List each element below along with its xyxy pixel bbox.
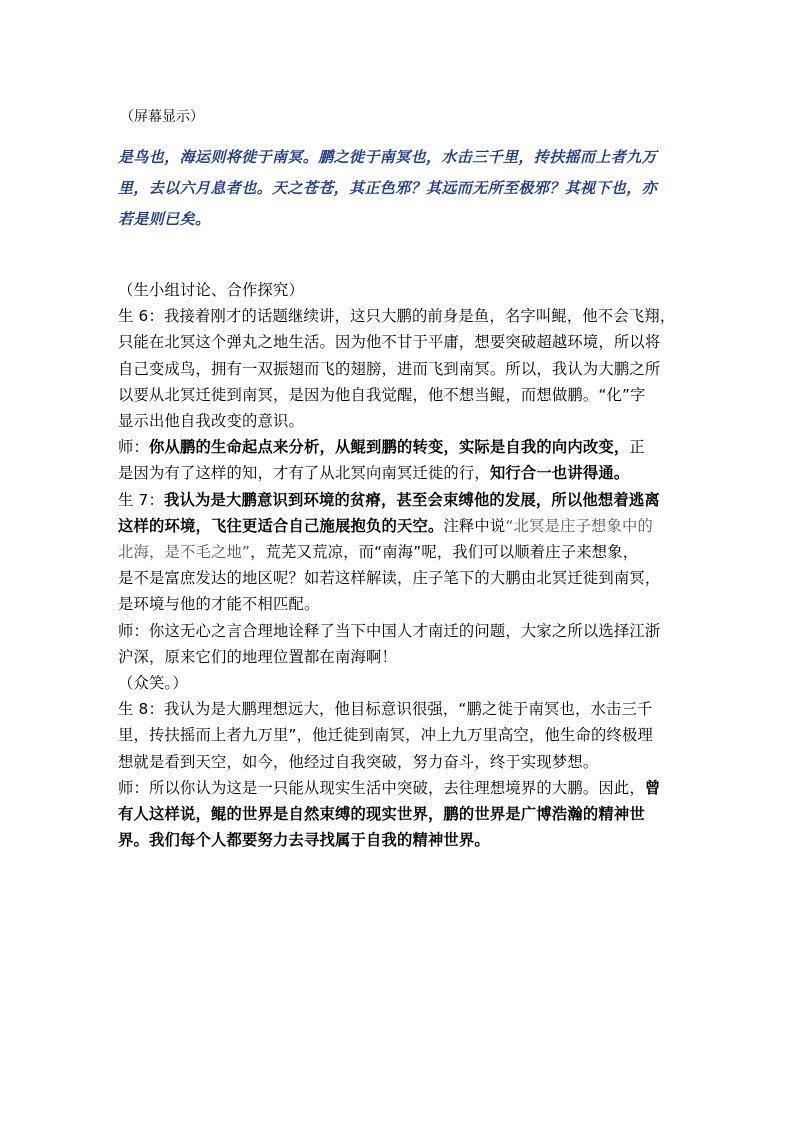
student-6-line: 显示出他自我改变的意识。: [118, 412, 304, 431]
bold-text: 曾: [644, 778, 661, 797]
quote-line: 若是则已矣。: [118, 210, 211, 228]
teacher-line: 师：你这无心之言合理地诠释了当下中国人才南迁的问题，大家之所以选择江浙: [118, 621, 661, 640]
student-7-line: [118, 513, 678, 539]
teacher-line: [118, 460, 678, 486]
bold-text: 知行合一也讲得通。: [489, 464, 630, 483]
classroom-dialog: [118, 277, 678, 853]
speaker-label: 师：: [118, 438, 149, 457]
student-8-line: 生 8：我认为是大鹏理想远大，他目标意识很强，“鹏之徙于南冥也，水击三千: [118, 700, 653, 719]
student-6-line: 只能在北冥这个弹丸之地生活。因为他不甘于平庸，想要突破超越环境，所以将: [118, 333, 661, 352]
student-8-line: 里，抟扶摇而上者九万里”，他迁徙到南冥，冲上九万里高空，他生命的终极理: [118, 726, 654, 745]
bold-text: 你从鹏的生命起点来分析，从鲲到鹏的转变，实际是自我的向内改变，: [149, 438, 630, 457]
stage-direction: （众笑。）: [118, 674, 188, 693]
student-6-line: 以要从北冥迁徙到南冥，是因为他自我觉醒，他不想当鲲，而想做鹏。“化”字: [118, 385, 646, 404]
quote-line: 是鸟也，海运则将徙于南冥。鹏之徙于南冥也，水击三千里，抟扶摇而上者九万: [118, 148, 658, 166]
text: 是因为有了这样的知，才有了从北冥向南冥迁徙的行，: [118, 464, 490, 483]
student-6-line: 生 6：我接着刚才的话题继续讲，这只大鹏的前身是鱼，名字叫鲲，他不会飞翔，: [118, 307, 676, 326]
spacer: [118, 235, 678, 277]
annotation-quote: 北海，是不毛之地”: [118, 543, 251, 562]
teacher-line: [118, 434, 678, 460]
stage-direction: （生小组讨论、合作探究）: [118, 281, 304, 299]
document-page: [118, 100, 678, 853]
zhuangzi-quote: [118, 142, 678, 235]
teacher-line: 沪深，原来它们的地理位置都在南海啊！: [118, 647, 397, 666]
student-7-line: 是不是富庶发达的地区呢？如若这样解读，庄子笔下的大鹏由北冥迁徙到南冥，: [118, 569, 661, 588]
bold-text: 这样的环境，飞往更适合自己施展抱负的天空。: [118, 516, 444, 535]
teacher-line: 有人这样说，鲲的世界是自然束缚的现实世界，鹏的世界是广博浩瀚的精神世: [118, 805, 645, 824]
student-7-line: [118, 487, 678, 513]
student-8-line: 想就是看到天空，如今，他经过自我突破，努力奋斗，终于实现梦想。: [118, 752, 599, 771]
student-7-line: [118, 539, 678, 565]
text: 正: [629, 438, 645, 457]
text: 注释中说: [443, 516, 506, 535]
text: ，荒芜又荒凉，而“南海”呢，我们可以顺着庄子来想象，: [250, 543, 639, 562]
text: 师：所以你认为这是一只能从现实生活中突破，去往理想境界的大鹏。因此，: [118, 778, 645, 797]
annotation-quote: “北冥是庄子想象中的: [505, 516, 654, 535]
bold-text: 我认为是大鹏意识到环境的贫瘠，甚至会束缚他的发展，所以他想着逃离: [164, 490, 660, 509]
teacher-line: [118, 775, 678, 801]
quote-line: 里，去以六月息者也。天之苍苍，其正色邪？其远而无所至极邪？其视下也，亦: [118, 179, 658, 197]
speaker-label: 生 7：: [118, 490, 164, 509]
student-7-line: 是环境与他的才能不相匹配。: [118, 595, 320, 614]
teacher-line: 界。我们每个人都要努力去寻找属于自我的精神世界。: [118, 831, 490, 850]
student-6-line: 自己变成鸟，拥有一双振翅而飞的翅膀，进而飞到南冥。所以，我认为大鹏之所: [118, 359, 661, 378]
screen-display-note: （屏幕显示）: [120, 109, 204, 125]
